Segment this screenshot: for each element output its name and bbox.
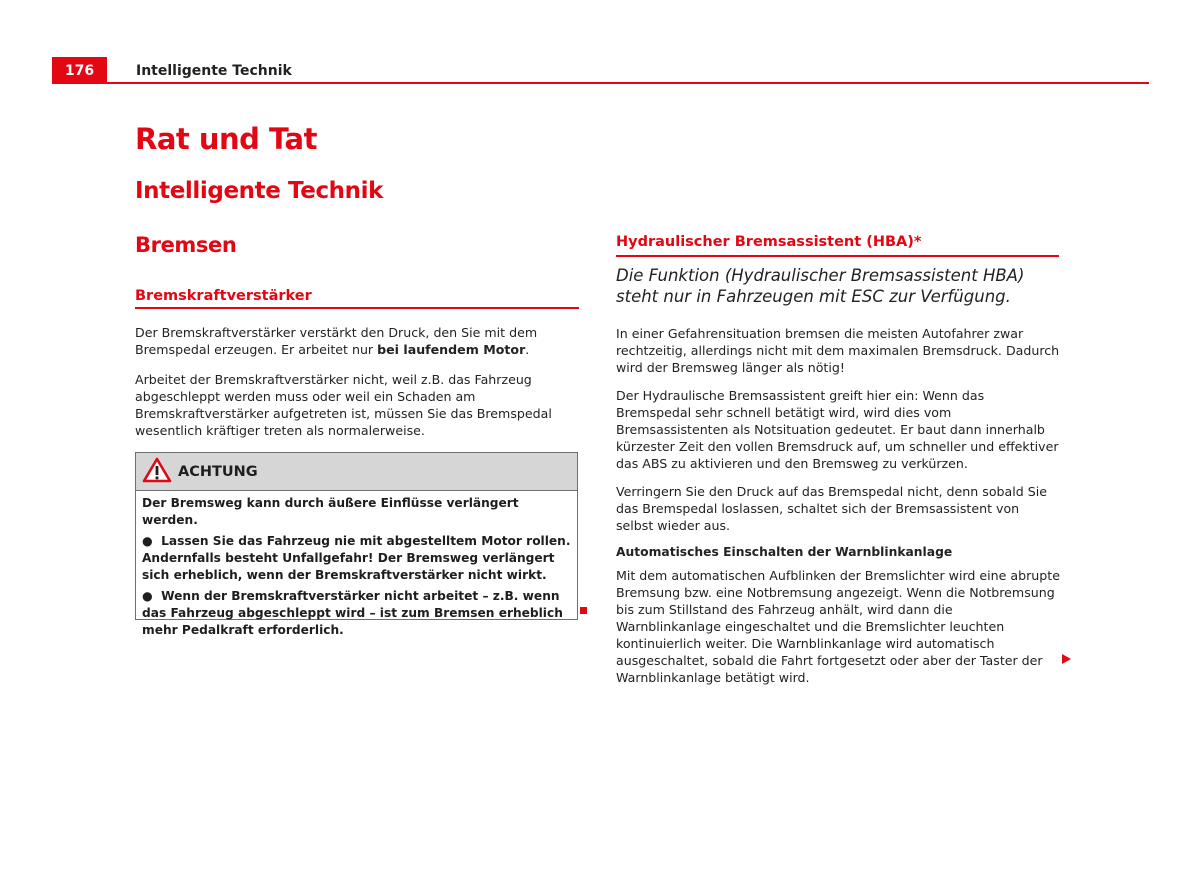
paragraph-text: . (525, 342, 530, 357)
paragraph-text: Arbeitet der Bremskraftverstärker nicht, weil z.B. das Fahrzeug abgeschleppt werden muss oder weil ein Schaden am Bremskraftverstärker aufgetreten ist, müssen Sie das Bremspedal wesentlich kräftiger treten als normalerweise. (135, 372, 552, 438)
topic-rule (616, 255, 1059, 257)
page-number: 176 (52, 57, 107, 84)
header-rule (52, 82, 1149, 84)
paragraph (616, 325, 1060, 376)
bullet-icon: ● (142, 589, 162, 603)
paragraph (616, 483, 1060, 534)
topic-title-hba: Hydraulischer Bremsassistent (HBA)* (616, 234, 922, 250)
warning-bullet-text: Lassen Sie das Fahrzeug nie mit abgestelltem Motor rollen. Andernfalls besteht Unfallgefahr! Der Bremsweg verlängert sich erheblich, wenn der Bremskraftverstärker nicht wirkt. (142, 534, 571, 582)
subsection-title: Bremsen (135, 233, 237, 257)
continue-arrow-icon (1062, 654, 1071, 664)
paragraph-text: In einer Gefahrensituation bremsen die meisten Autofahrer zwar rechtzeitig, allerdings nicht mit dem maximalen Bremsdruck. Dadurch wird der Bremsweg länger als nötig! (616, 326, 1060, 375)
paragraph-text: Der Hydraulische Bremsassistent greift hier ein: Wenn das Bremspedal sehr schnell betätigt wird, wird dies vom Bremsassistenten als Notsituation gedeutet. Er baut dann innerhalb kürzester Zeit den vollen Bremsdruck auf, um schneller und effektiver das ABS zu aktivieren und den Bremsweg zu verkürzen. (616, 388, 1059, 471)
warning-bullet (142, 533, 571, 584)
paragraph-emphasis: bei laufendem Motor (377, 342, 526, 357)
warning-triangle-icon (142, 457, 172, 487)
warning-bullet (142, 588, 571, 639)
section-title: Intelligente Technik (135, 178, 384, 204)
warning-title: ACHTUNG (178, 463, 258, 480)
topic-rule (135, 307, 579, 309)
warning-header (136, 453, 577, 491)
topic-title-bremskraftverstaerker: Bremskraftverstärker (135, 288, 312, 304)
chapter-title: Rat und Tat (135, 122, 317, 156)
paragraph (135, 371, 579, 439)
subheading: Automatisches Einschalten der Warnblinkanlage (616, 545, 953, 559)
warning-box (135, 452, 578, 637)
warning-body (136, 491, 577, 639)
warning-lead: Der Bremsweg kann durch äußere Einflüsse verlängert werden. (142, 496, 519, 527)
paragraph (616, 387, 1060, 472)
paragraph-text: Verringern Sie den Druck auf das Bremspedal nicht, denn sobald Sie das Bremspedal loslassen, schaltet sich der Bremsassistent von selbst wieder aus. (616, 484, 1047, 533)
paragraph-text: Mit dem automatischen Aufblinken der Bremslichter wird eine abrupte Bremsung bzw. eine Notbremsung angezeigt. Wenn die Notbremsung bis zum Stillstand des Fahrzeug anhält, wird dann die Warnblinkanlage eingeschaltet und die Bremslichter leuchten kontinuierlich weiter. Die Warnblinkanlage wird automatisch ausgeschaltet, sobald die Fahrt fortgesetzt oder aber der Taster der Warnblinkanlage betätigt wird. (616, 568, 1060, 685)
intro-text: Die Funktion (Hydraulischer Bremsassistent HBA) steht nur in Fahrzeugen mit ESC zur Verfügung. (616, 266, 1025, 306)
bullet-icon: ● (142, 534, 162, 548)
paragraph-text: Der Bremskraftverstärker verstärkt den Druck, den Sie mit dem Bremspedal erzeugen. Er arbeitet nur (135, 325, 538, 357)
paragraph (616, 567, 1060, 686)
paragraph (135, 324, 579, 358)
warning-bullet-text: Wenn der Bremskraftverstärker nicht arbeitet – z.B. wenn das Fahrzeug abgeschleppt wird – ist zum Bremsen erheblich mehr Pedalkraft erforderlich. (142, 589, 563, 637)
running-header-title: Intelligente Technik (136, 63, 292, 79)
section-end-square-icon (580, 607, 587, 614)
